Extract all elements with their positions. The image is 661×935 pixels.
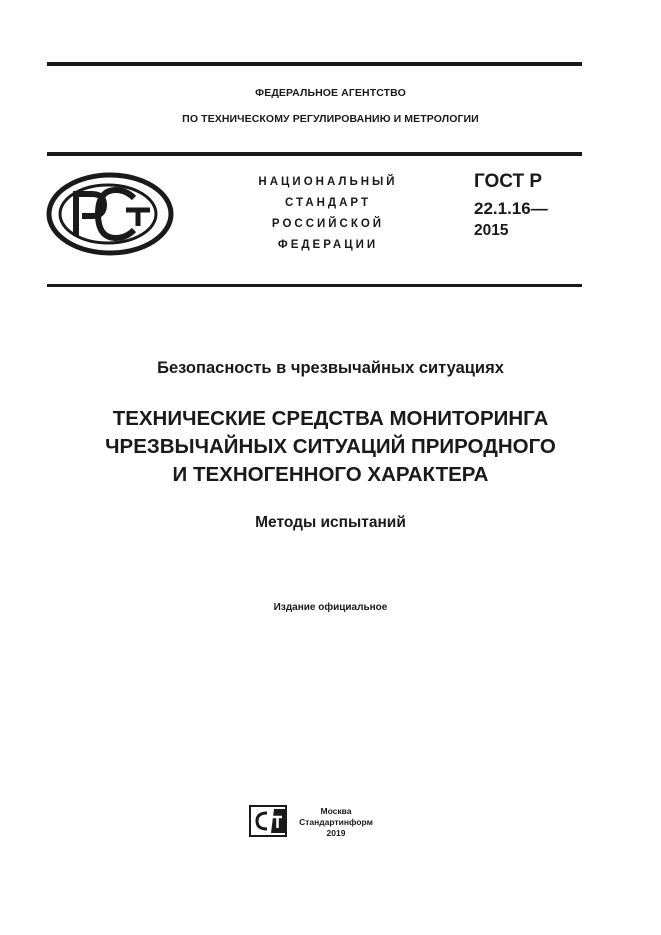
standard-code-line-3: 2015 — [474, 222, 509, 239]
header-rule — [47, 152, 582, 156]
standard-code — [474, 171, 548, 241]
series-title: Безопасность в чрезвычайных ситуациях — [157, 359, 504, 377]
national-standard-label — [233, 172, 423, 256]
publisher-info — [292, 806, 380, 839]
document-subtitle: Методы испытаний — [255, 514, 406, 531]
agency-line-1: ФЕДЕРАЛЬНОЕ АГЕНТСТВО — [255, 87, 406, 99]
national-line-2: СТАНДАРТ — [285, 197, 371, 209]
national-line-3: РОССИЙСКОЙ — [271, 218, 385, 230]
gost-r-emblem-icon — [46, 172, 174, 256]
standartinform-logo-icon — [249, 805, 287, 837]
block-rule — [47, 284, 582, 287]
title-line-2: ЧРЕЗВЫЧАЙНЫХ СИТУАЦИЙ ПРИРОДНОГО — [105, 435, 556, 458]
document-title — [20, 405, 641, 489]
top-rule — [47, 62, 582, 66]
title-line-1: ТЕХНИЧЕСКИЕ СРЕДСТВА МОНИТОРИНГА — [112, 407, 549, 430]
publisher-city: Москва — [320, 806, 352, 816]
edition-label: Издание официальное — [273, 602, 388, 613]
standard-code-line-2: 22.1.16— — [474, 199, 548, 218]
publisher-year: 2019 — [326, 828, 346, 838]
title-line-3: И ТЕХНОГЕННОГО ХАРАКТЕРА — [172, 463, 489, 486]
standard-code-line-1: ГОСТ Р — [474, 171, 543, 192]
publisher-name: Стандартинформ — [299, 817, 373, 827]
national-line-1: НАЦИОНАЛЬНЫЙ — [258, 176, 398, 188]
agency-line-2: ПО ТЕХНИЧЕСКОМУ РЕГУЛИРОВАНИЮ И МЕТРОЛОГИИ — [182, 113, 479, 125]
national-line-4: ФЕДЕРАЦИИ — [277, 239, 379, 251]
